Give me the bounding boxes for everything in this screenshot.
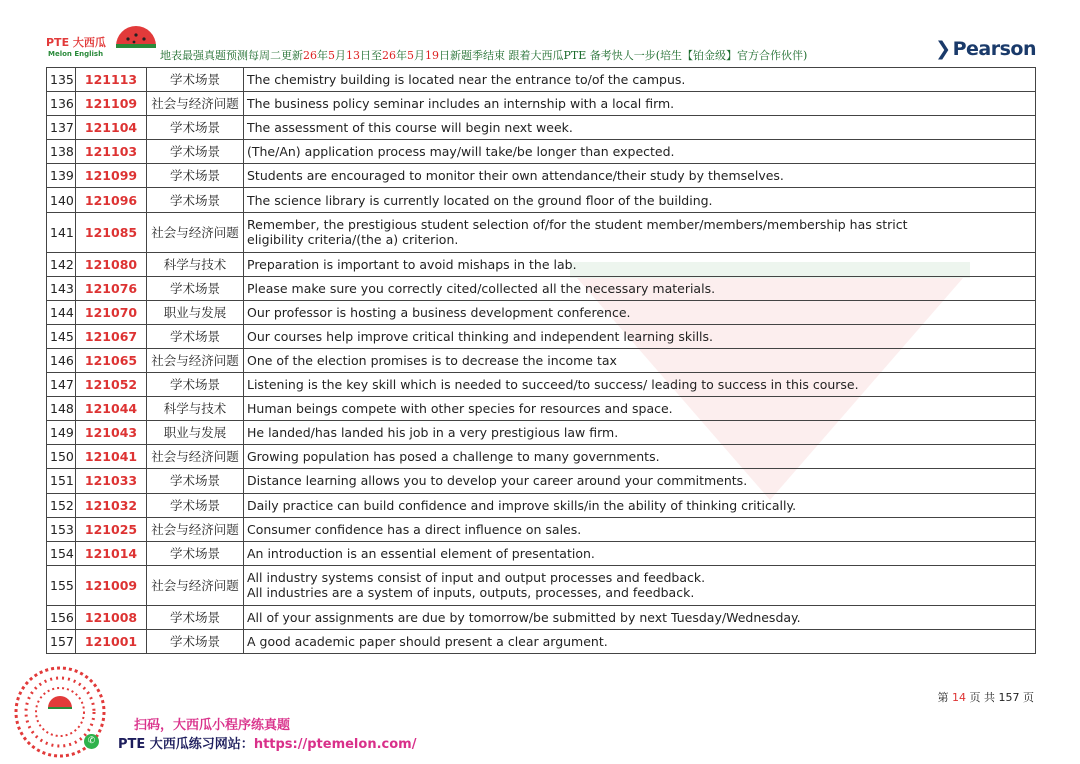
table-row: [47, 397, 1036, 421]
table-row: [47, 605, 1036, 629]
category-label: 科学与技术: [147, 252, 244, 276]
table-row: [47, 68, 1036, 92]
row-number: 146: [47, 348, 76, 372]
table-row: [47, 276, 1036, 300]
row-number: 151: [47, 469, 76, 493]
row-number: 135: [47, 68, 76, 92]
row-number: 155: [47, 565, 76, 605]
row-number: 147: [47, 373, 76, 397]
question-id: 121041: [76, 445, 147, 469]
sentence-text: Consumer confidence has a direct influence on sales.: [244, 517, 1036, 541]
table-row: [47, 445, 1036, 469]
row-number: 140: [47, 188, 76, 212]
category-label: 学术场景: [147, 116, 244, 140]
sentence-text: Listening is the key skill which is needed to succeed/to success/ leading to success in this course.: [244, 373, 1036, 397]
table-row: [47, 469, 1036, 493]
category-label: 社会与经济问题: [147, 92, 244, 116]
question-id: 121052: [76, 373, 147, 397]
question-id: 121032: [76, 493, 147, 517]
row-number: 142: [47, 252, 76, 276]
row-number: 136: [47, 92, 76, 116]
practice-site: PTE 大西瓜练习网站：https://ptemelon.com/: [118, 737, 417, 752]
row-number: 156: [47, 605, 76, 629]
question-id: 121033: [76, 469, 147, 493]
question-id: 121076: [76, 276, 147, 300]
question-id: 121044: [76, 397, 147, 421]
header-notice: 地表最强真题预测每周二更新26年5月13日至26年5月19日新题季结束 跟着大西瓜PTE 备考快人一步(培生【铂金级】官方合作伙伴): [160, 49, 808, 62]
question-id: 121025: [76, 517, 147, 541]
row-number: 145: [47, 324, 76, 348]
table-row: [47, 140, 1036, 164]
question-id: 121067: [76, 324, 147, 348]
brand-logo: [44, 22, 164, 64]
category-label: 社会与经济问题: [147, 348, 244, 372]
question-id: 121099: [76, 164, 147, 188]
row-number: 137: [47, 116, 76, 140]
melon-icon: [114, 24, 158, 64]
sentence-text: Growing population has posed a challenge to many governments.: [244, 445, 1036, 469]
scan-caption: 扫码，大西瓜小程序练真题: [134, 718, 291, 733]
row-number: 154: [47, 541, 76, 565]
row-number: 144: [47, 300, 76, 324]
row-number: 148: [47, 397, 76, 421]
wechat-icon: ✆: [84, 734, 99, 749]
category-label: 学术场景: [147, 373, 244, 397]
category-label: 学术场景: [147, 276, 244, 300]
row-number: 149: [47, 421, 76, 445]
question-id: 121043: [76, 421, 147, 445]
sentence-text: Our courses help improve critical thinking and independent learning skills.: [244, 324, 1036, 348]
sentence-line: All industry systems consist of input and output processes and feedback.: [247, 570, 706, 586]
table-row: [47, 188, 1036, 212]
category-label: 学术场景: [147, 629, 244, 653]
sentence-line: eligibility criteria/(the a) criterion.: [247, 232, 459, 248]
category-label: 社会与经济问题: [147, 445, 244, 469]
row-number: 143: [47, 276, 76, 300]
category-label: 职业与发展: [147, 300, 244, 324]
category-label: 社会与经济问题: [147, 212, 244, 252]
sentence-text: Daily practice can build confidence and improve skills/in the ability of thinking critically.: [244, 493, 1036, 517]
table-row: [47, 324, 1036, 348]
table-row: [47, 300, 1036, 324]
table-row: [47, 348, 1036, 372]
category-label: 社会与经济问题: [147, 565, 244, 605]
table-row: [47, 517, 1036, 541]
category-label: 科学与技术: [147, 397, 244, 421]
question-id: 121103: [76, 140, 147, 164]
category-label: 职业与发展: [147, 421, 244, 445]
table-row: [47, 421, 1036, 445]
question-id: 121109: [76, 92, 147, 116]
row-number: 141: [47, 212, 76, 252]
sentence-text: Please make sure you correctly cited/collected all the necessary materials.: [244, 276, 1036, 300]
category-label: 学术场景: [147, 324, 244, 348]
question-id: 121065: [76, 348, 147, 372]
question-id: 121070: [76, 300, 147, 324]
table-row: [47, 493, 1036, 517]
sentence-line: All industries are a system of inputs, outputs, processes, and feedback.: [247, 585, 695, 601]
sentence-text: An introduction is an essential element of presentation.: [244, 541, 1036, 565]
table-row: [47, 565, 1036, 605]
sentence-text: The business policy seminar includes an internship with a local firm.: [244, 92, 1036, 116]
row-number: 153: [47, 517, 76, 541]
question-id: 121104: [76, 116, 147, 140]
page-number: 第 14 页 共 157 页: [937, 691, 1034, 704]
table-row: [47, 164, 1036, 188]
row-number: 150: [47, 445, 76, 469]
row-number: 139: [47, 164, 76, 188]
sentence-text: [244, 212, 1036, 252]
sentence-text: Human beings compete with other species for resources and space.: [244, 397, 1036, 421]
row-number: 152: [47, 493, 76, 517]
sentence-text: Preparation is important to avoid mishaps in the lab.: [244, 252, 1036, 276]
table-row: [47, 116, 1036, 140]
sentence-text: [244, 565, 1036, 605]
sentence-text: Distance learning allows you to develop your career around your commitments.: [244, 469, 1036, 493]
row-number: 138: [47, 140, 76, 164]
table-row: [47, 541, 1036, 565]
category-label: 学术场景: [147, 140, 244, 164]
category-label: 学术场景: [147, 469, 244, 493]
category-label: 学术场景: [147, 68, 244, 92]
table-row: [47, 373, 1036, 397]
sentence-text: One of the election promises is to decrease the income tax: [244, 348, 1036, 372]
question-id: 121009: [76, 565, 147, 605]
row-number: 157: [47, 629, 76, 653]
category-label: 学术场景: [147, 493, 244, 517]
table-row: [47, 92, 1036, 116]
question-id: 121001: [76, 629, 147, 653]
question-id: 121014: [76, 541, 147, 565]
sentence-line: Remember, the prestigious student selection of/for the student member/members/membership has strict: [247, 217, 908, 233]
question-id: 121008: [76, 605, 147, 629]
sentence-text: Our professor is hosting a business development conference.: [244, 300, 1036, 324]
table-row: [47, 252, 1036, 276]
question-id: 121080: [76, 252, 147, 276]
category-label: 学术场景: [147, 605, 244, 629]
page-header: [44, 18, 1036, 64]
question-id: 121113: [76, 68, 147, 92]
sentence-text: The assessment of this course will begin next week.: [244, 116, 1036, 140]
category-label: 社会与经济问题: [147, 517, 244, 541]
question-id: 121085: [76, 212, 147, 252]
brand-subtitle: Melon English: [48, 50, 104, 58]
sentence-text: (The/An) application process may/will take/be longer than expected.: [244, 140, 1036, 164]
category-label: 学术场景: [147, 164, 244, 188]
site-url-link[interactable]: https://ptemelon.com/: [253, 737, 417, 752]
question-id: 121096: [76, 188, 147, 212]
sentence-text: A good academic paper should present a clear argument.: [244, 629, 1036, 653]
sentence-text: The science library is currently located on the ground floor of the building.: [244, 188, 1036, 212]
question-table: [46, 67, 1036, 654]
sentence-text: He landed/has landed his job in a very prestigious law firm.: [244, 421, 1036, 445]
table-row: [47, 629, 1036, 653]
sentence-text: All of your assignments are due by tomorrow/be submitted by next Tuesday/Wednesday.: [244, 605, 1036, 629]
sentence-text: Students are encouraged to monitor their own attendance/their study by themselves.: [244, 164, 1036, 188]
category-label: 学术场景: [147, 541, 244, 565]
pearson-logo: ❯ Pearson: [935, 38, 1036, 60]
pearson-mark-icon: ❯: [935, 38, 951, 60]
brand-name: PTE 大西瓜: [46, 36, 106, 49]
sentence-text: The chemistry building is located near the entrance to/of the campus.: [244, 68, 1036, 92]
table-row: [47, 212, 1036, 252]
category-label: 学术场景: [147, 188, 244, 212]
